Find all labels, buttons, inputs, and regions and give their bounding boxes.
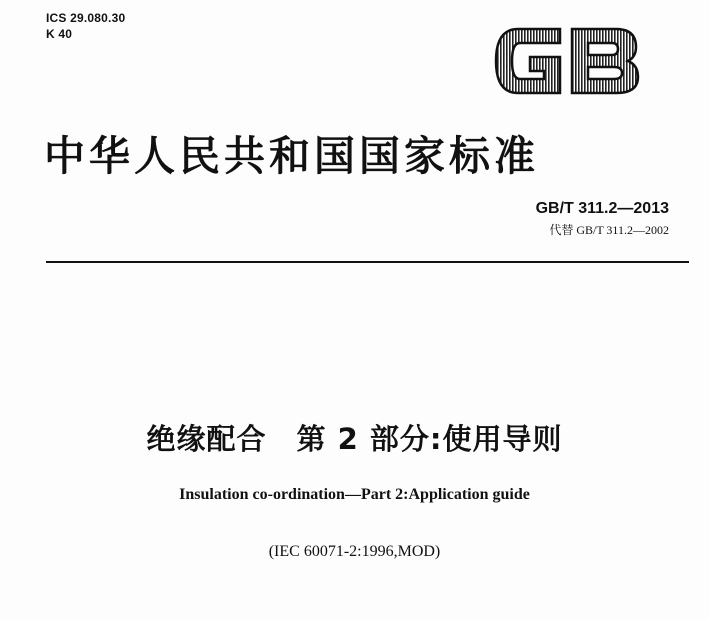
header-rule	[46, 261, 689, 263]
ccs-code: K 40	[46, 27, 73, 41]
gb-logo	[488, 17, 644, 105]
standard-number: GB/T 311.2—2013	[535, 200, 669, 217]
iec-reference: (IEC 60071-2:1996,MOD)	[268, 543, 441, 560]
national-standard-title: 中华人民共和国国家标准	[44, 132, 539, 180]
english-title: Insulation co-ordination—Part 2:Application guide	[179, 486, 530, 503]
ics-code: ICS 29.080.30	[46, 11, 126, 25]
chinese-title: 绝缘配合 第 2 部分:使用导则	[146, 422, 563, 456]
replaces-standard: 代替 GB/T 311.2—2002	[549, 223, 669, 237]
gb-logo-b	[572, 29, 638, 93]
gb-logo-g	[496, 29, 560, 93]
